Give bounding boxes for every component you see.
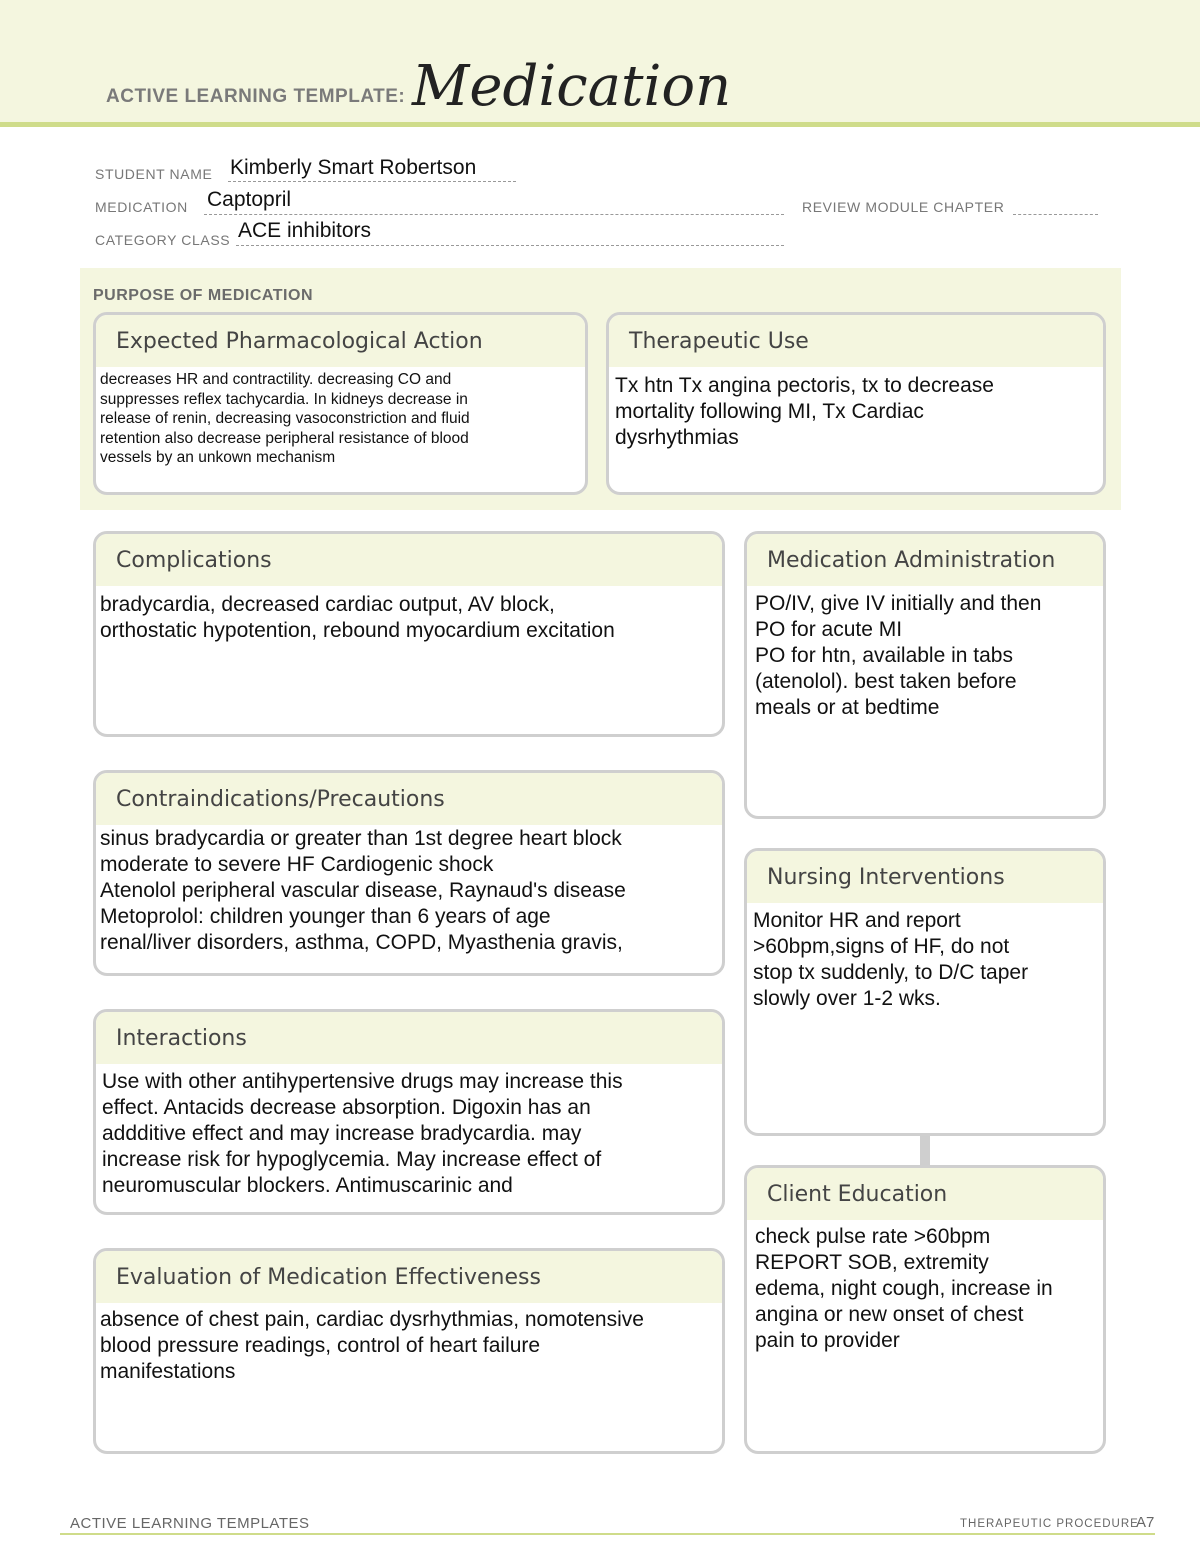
interactions-title: Interactions [96,1012,722,1064]
template-label: ACTIVE LEARNING TEMPLATE: [106,86,406,107]
medication-underline [204,214,784,215]
complications-title: Complications [96,534,722,586]
nursing-interventions-title: Nursing Interventions [747,851,1103,903]
footer-right: THERAPEUTIC PROCEDURE [960,1518,1139,1530]
nursing-interventions-text[interactable]: Monitor HR and report >60bpm,signs of HF, do not stop tx suddenly, to D/C taper slowly over 1-2 wks. [753,909,1029,1010]
box-connector [920,1136,930,1166]
interactions-text[interactable]: Use with other antihypertensive drugs may increase this effect. Antacids decrease absorption. Digoxin has an addditive effect and may increase bradycardia. may increase risk for hypoglycemia. May increase effect of neuromuscular blockers. Antimuscarinic and [102,1070,623,1197]
complications-box [93,531,725,737]
administration-title: Medication Administration [747,534,1103,586]
expected-action-text[interactable]: decreases HR and contractility. decreasing CO and suppresses reflex tachycardia. In kidneys decrease in release of renin, decreasing vasoconstriction and fluid retention also decrease peripheral resistance of blood vessels by an unkown mechanism [100,371,470,466]
expected-action-box [93,312,588,495]
complications-text[interactable]: bradycardia, decreased cardiac output, AV block, orthostatic hypotention, rebound myocardium excitation [100,593,615,642]
interactions-box [93,1009,725,1215]
evaluation-text[interactable]: absence of chest pain, cardiac dysrhythmias, nomotensive blood pressure readings, control of heart failure manifestations [100,1308,644,1383]
student-name-underline [228,181,516,182]
administration-text[interactable]: PO/IV, give IV initially and then PO for acute MI PO for htn, available in tabs (atenolol). best taken before meals or at bedtime [755,592,1042,719]
therapeutic-use-title: Therapeutic Use [609,315,1103,367]
contraindications-box [93,770,725,976]
client-education-title: Client Education [747,1168,1103,1220]
medication-label: MEDICATION [95,199,188,215]
contraindications-title: Contraindications/Precautions [96,773,722,825]
review-module-field[interactable] [1013,214,1098,215]
purpose-label: PURPOSE OF MEDICATION [93,287,313,304]
student-name-label: STUDENT NAME [95,166,213,182]
evaluation-title: Evaluation of Medication Effectiveness [96,1251,722,1303]
footer-left: ACTIVE LEARNING TEMPLATES [70,1515,310,1532]
administration-box [744,531,1106,819]
category-class-underline [236,245,784,246]
footer-divider [60,1533,1155,1535]
therapeutic-use-box [606,312,1106,495]
student-name-field[interactable]: Kimberly Smart Robertson [230,156,477,179]
contraindications-text[interactable]: sinus bradycardia or greater than 1st degree heart block moderate to severe HF Cardiogenic shock Atenolol peripheral vascular disease, Raynaud's disease Metoprolol: children younger than 6 years of age renal/liver disorders, asthma, COPD, Myasthenia gravis, [100,827,626,954]
evaluation-box [93,1248,725,1454]
medication-field[interactable]: Captopril [207,188,292,211]
expected-action-title: Expected Pharmacological Action [96,315,585,367]
page-number: A7 [1136,1514,1155,1531]
category-class-label: CATEGORY CLASS [95,232,231,248]
page-title: Medication [412,54,732,119]
client-education-box [744,1165,1106,1454]
client-education-text[interactable]: check pulse rate >60bpm REPORT SOB, extremity edema, night cough, increase in angina or new onset of chest pain to provider [755,1225,1053,1352]
review-module-label: REVIEW MODULE CHAPTER [802,199,1005,215]
nursing-interventions-box [744,848,1106,1136]
category-class-field[interactable]: ACE inhibitors [238,219,372,242]
therapeutic-use-text[interactable]: Tx htn Tx angina pectoris, tx to decrease mortality following MI, Tx Cardiac dysrhythmias [615,374,994,449]
